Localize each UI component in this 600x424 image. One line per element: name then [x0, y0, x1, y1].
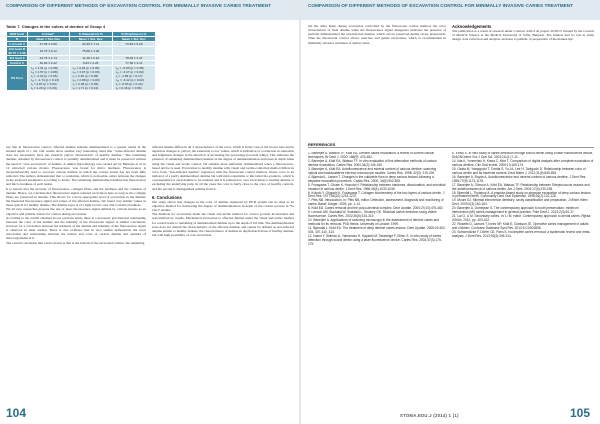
reference-item: 5. Fusayama T, Okuse K, Hosoda H. Relationship between hardness, discoloration, and microbial invasion in carious dentin. J Dent Res. 1966;45(4):1033-1046. — [308, 182, 446, 191]
row-label: 1-st level 0 — [7, 42, 28, 47]
reference-item: 23. Schwendicke F, Dörfer CE, Paris S. Incomplete caries removal: a systematic review and meta-analysis. J Dent Res. 2013;92(4):306-314. — [452, 230, 591, 239]
running-header-right: COMPARISON OF DIFFERENT METHODS OF EXCAVATION CONTROL FOR MINIMALLY INVASIVE CARIES TREATMENT — [300, 0, 600, 20]
table-cell: 40.00 ± 4.22 — [27, 61, 69, 66]
ps-hue-cell: t₁₂ = 1.91 (p = 0.08) t₁₃ = 1.57 (p = 0.08) t₁ = -2.33 (p = 0.05) t₂₃ = -1.74 (p = 0.13) t₂ = 2.87 (p = 0.03) t₃ = 1.23 (p = 0.34) — [27, 66, 69, 91]
ps-bright-cell: t₁₂ = -0.93 (p = 0.38) t₁₃ = -3.17 (p = 0.02) t₁ = -1.56 (p = 0.17) t₂₃ = -3.12 (p = 0.02) t₂ = -0.83 (p = 0.43) t₃ = 0.46 (p = 0.66) — [112, 66, 155, 91]
table-cell: 11.38 ± 6.19 — [69, 56, 112, 61]
table-cell: 37.38 ± 3.60 — [27, 42, 69, 47]
paragraph: The methods for excavation under the visual and tactile method for control provide inconsistent and non-satisfactory results. Mechanical excavation to affected dentine under the visual and tactile method for control leads to remaining of demineralized dentine up to the depth of 0.6 mm. The demineralization zone does not disturb the characteristics of the affected dentine, and cannot be defined as non-infected dentine similar to healthy dentine, the characteristics of dentine in depth match those of healthy dentine, but with high possibility of over excavation. — [152, 212, 294, 237]
references-left — [308, 152, 446, 406]
table-cell: 77.50 ± 4.11 — [112, 61, 155, 66]
running-header-left: COMPARISON OF DIFFERENT METHODS OF EXCAVATION CONTROL FOR MINIMALLY INVASIVE CARIES TREATMENT — [0, 0, 300, 20]
paragraph: It is known that the increase of fluorescence, collagen fibers and the hardness and the cohesion of dentine. Hence, we conclude that fluorescence signal-oriented excavation lasts as long as the collagen fibers are preserved in dentine. This allows for a more appropriate level of excavation in the dentine, the measured fluorescence signal and values of the affected dentine. We found very similar values as those typical for healthy dentine. The dentine layer is of a light brown color and a relative hardness. — [6, 186, 146, 208]
reference-item: 8. Kidd EA. Caries removal and the pulpo-dentinal complex. Dent Update. 2000;27(10):476-482. — [308, 206, 444, 211]
table-head-cell: N — [7, 37, 28, 42]
table-title: Table 7. Changes in the colors of dentine of Group 4 — [6, 24, 106, 29]
reference-item: 1. Banerjee A, Watson TF, Kidd EA. Dentine caries excavation: a review of current clinical techniques. Br Dent J. 2000; 188(9): 476-482. — [308, 152, 434, 159]
right-page-column-1 — [308, 24, 446, 134]
reference-item: 18. Bjørndal L, Thylstrup A. A practice-based study on stepwise excavation of deep carious lesions in permanent teeth. Community Dent Oral Epidemiol. 1998;26(2):122-128. — [452, 190, 591, 199]
reference-item: 10. Banerjee A. Applications of scanning microscopy in the assessment of dentine caries and methods for its removal. PhD thesis, University of London; 1999. — [308, 218, 439, 227]
reference-item: 9. Lennon AM, Buchalla W, Switalski L, Stookey GK. Residual caries detection using visible fluorescence. Caries Res. 2002;36(5):315-319. — [308, 210, 437, 219]
right-page-column-2 — [452, 24, 594, 134]
reference-item: 14. Iida K, Yonemitsu H, Kawa C, Mori T. Comparison of digital analysis after complete excavation of carious dentine. Clin Oral Invest. 2009;13:169-174. — [452, 158, 594, 167]
table-cell: 78.00 ± 3.47 — [112, 56, 155, 61]
reference-item: 17. Banerjee A, Gilmour A, Kidd EA, Watson TF. Relationship between Streptococcus mutans and the autofluorescence of carious dentin. Am J Dent. 2004;17(4):233-236. — [452, 182, 590, 191]
paragraph: According to the results obtained in our previous study, there is a necessary gravitational relationship between the color of the dentine and the intensity of the fluorescent signal. A similar conclusion, however for a correlation between the hardness of the dentine and intensity of the fluorescence signal is observed in other studies. There is also evidence that in vivo studies demonstrate the close association and relationship between the texture and color of carious dentine and quantity of microorganisms in it. — [6, 215, 146, 241]
table-row — [7, 47, 156, 56]
table-head-cell: HCR level — [7, 32, 28, 37]
references-title: REFERENCES — [308, 142, 594, 148]
reference-item: 6. Kuboki Y, Ohgushi K, Fusayama T. Collagen biochemistry of the two layers of carious dentin. J Dent Res. 1977;56(10):1233-1237. — [308, 190, 445, 199]
table-cell: 75.88 ± 4.26 — [69, 47, 112, 56]
table-head-cell: S (Saturation) % — [69, 32, 112, 37]
reference-item: 22. Ricketts D, Lamont T, Innes NP, Kidd E, Clarkson JE. Operative caries management in adults and children. Cochrane Database Syst Rev. 2013;3:CD003808. — [452, 222, 589, 231]
reference-item: 2. Banerjee A, Kidd EA, Watson TF. In vitro evaluation of five alternative methods of carious dentine excavation. Caries Res. 2000;34(2):144-150. — [308, 158, 437, 167]
reference-item: 3. Banerjee A, Kidd EA. Autofluorescence and mineral content of carious dentine: scanning optical and backscattered electron microscopic studies. Caries Res. 1998; 32(3): 219-226. — [308, 166, 437, 175]
left-column-text — [6, 145, 146, 407]
table-cell: 6.63 ± 2.26 — [69, 61, 112, 66]
paragraph: On the other hand, during excavation controlled by the fluorescent control method, the color characteristic of final dentine when the fluorescence signal disappears indicates the presence of partially demineralized but non-infected dentine, which can be preserved during cavity preparation. Thus the fluorescent control allows selective and gentle excavation, which is recommended in minimally invasive treatment of dental caries. — [308, 24, 446, 45]
reference-item: 19. Mount GJ. Minimal intervention dentistry: cavity classification and preparation. J Minim Interv Dent. 2009;2(3):150-164. — [452, 198, 588, 207]
paragraph: The overall conclusion that can be drawn is that at the bottom of the excavated cavities, the remaining — [6, 240, 145, 245]
references-header — [308, 142, 594, 150]
section-heading: Acknowledgements — [452, 24, 492, 29]
references-right — [452, 152, 594, 406]
reference-item: E. Ebisu S. In vitro study of caries detection through sound dentin using a laser fluorescence device, DIAGNOdent. Eur J Oral Sci. 2003;111(1):7-11. — [452, 152, 594, 159]
table-head-cell: Mean ± Std. Dev — [112, 37, 155, 42]
right-column-text — [152, 145, 294, 407]
reference-item: 7. Pitts NB. Introduction. In: Pitts NB, editor. Detection, assessment, diagnosis and monitoring of caries. Basel: Karger; 2009. pp. 1-14. — [308, 198, 444, 207]
table-cell — [112, 47, 155, 56]
paragraph: The publication is a result of research under Contract 4/2011 & project 20/2013, funded by the Council of Medical Science at the Medical University of Sofia, Bulgaria. The funders had no role in study design, data collection and analysis, decision to publish, or preparation of the manuscript. — [452, 29, 594, 42]
section-heading: 6. Conclusions — [152, 194, 182, 200]
reference-item: 20. Banerjee A, Doméjean S. The contemporary approach to tooth preservation: minimum intervention (MI) caries management in general practice. Prim Dent J. 2013;2(3):30-37. — [452, 206, 579, 215]
page-number-right: 105 — [570, 406, 591, 420]
reference-item: 21. Lai G, Li M. Secondary caries. In: Li M, editor. Contemporary approach to dental caries. Rijeka: InTech; 2012. pp. 403-422. — [452, 214, 592, 223]
table-head-cell: H (Hue)* — [27, 32, 69, 37]
row-label: Control 0 — [7, 61, 28, 66]
reference-item: 15. Ozata M, Yamaguchi T, Tomita S, Yu JA, Lee H, Taniguchi D. Relationship between color of carious dentin and its bacterial content. Dent Mater J. 2012;31(5):845-853. — [452, 166, 586, 175]
table-cell: 23.30 ± 7.11 — [69, 42, 112, 47]
page-gutter — [299, 0, 301, 424]
table-head-cell: Mean ± Std. Dev — [27, 37, 69, 42]
table-head-cell: B (Brightness) % — [112, 32, 155, 37]
table-cell: 15.75 ± 8.12 — [27, 47, 69, 56]
reference-item: 16. Banerjee A, Boyde A. Autofluorescence and mineral content of carious dentine. J Dent Res. 1998;77(5):1173-1178. — [452, 174, 587, 183]
row-label: 3rd level 0 — [7, 56, 28, 61]
table-head-cell: Mean ± Std. Dev — [69, 37, 112, 42]
table-row-ps — [7, 66, 156, 91]
reference-item: 12. Iwami Y, Shimizu A, Yamamoto H, Hayashi M, Takeshige F, Ebisu S. In vitro study of caries detection through sound dentin using a laser fluorescence device. Caries Res. 2003;37(3):175-179. — [308, 234, 442, 246]
paragraph: say that in fluorescence control, affected dentine remains demineralized to a greater extent in the studied depth of 1 cm. Our results show another very interesting trend that "caries-affected dentine does not necessarily have the classical yellow characteristic of healthy dentine." The remaining dentine, obtained by fluorescence control is partially demineralized and it must be preserved without the need of "over excavation" of dentine. A similar microbiology was carried out by Banerjee et al. in 12 extracted carious molars. Fluorescence was found for micro hardness. Fluorescence is characteristically used to excavate carious dentine in which the carious lesion has not been fully removed. The authors demonstrated that a correlation, which is noticeable, exists between the changes in the analyzed parameters according to levels. The remaining demineralized dentine has fluorescence and micro hardness of each lesion. — [6, 145, 146, 187]
ps-sat-cell: t₁₂ = 0.93 (p = 0.00) t₁₃ = 3.07 (p = 0.03) t₁ = 2.46 (p = 0.05) t₂₃ = 2.88 (p = 0.03) t₂ = 2.38 (p = 0.05) t₃ = 1.71 (p = 0.12) — [69, 66, 112, 91]
journal-footer: STOMA.EDU.J (2014) 1 (1) — [400, 413, 459, 418]
table-cell: 24.75 ± 4.74 — [27, 56, 69, 61]
paragraph: Our study shows that changes in the color of dentine registered by HCR system can be used as an objective method for monitoring the degree of demineralization in depth of the carious process in *in vitro* studies. — [152, 199, 294, 213]
table-cell: 73.63 ± 5.29 — [112, 42, 155, 47]
row-label: 2nd level R 36.75 ± 3.69 — [8, 47, 26, 55]
reference-item: 4. Bjørndal L, Larsen T. Changes in the cultivable flora in deep carious lesions following a stepwise excavation procedure. Caries Res. 2000; 34(6):502-508. — [308, 174, 434, 183]
reference-item: 11. Bjørndal L. Kidd EA. The treatment of deep dentine caries lesions. Dent Update. 2005;32:402-404, 407-410, 413. — [308, 226, 446, 235]
page-number-left: 104 — [6, 406, 27, 420]
color-table — [6, 31, 156, 91]
paragraph: We all new researches propose the use of laser fluorescence signal emitted by carious lesions as an objective and reliable criteria for control during excavation. — [6, 207, 146, 216]
row-label: PS Post — [7, 66, 28, 91]
paragraph: affected dentine differs in all 3 characteristics of the color, which is in the case of the brown tone and in depth has changes to yellow, the saturation to low values, which is indicative of a reduction in saturation and brightness changes in the direction of increasing the percentage (towards white). This indicates the presence of remaining demineralized dentine as the degree of demineralization decreases in depth when using the visual and tactile control, but remains more uniformly demineralized when a fluorescence-based device is used. Excavation to healthy dentine with visual and tactile-controlled method differs in color from "non-infected dentine" registered with the fluorescent control method, whose color is an indicator of a partly demineralized dentine but with microorganisms or microbial bio-products, which is a prerequisite for each dentine to be retained and it is preferred to over excavating to healthy dentine or excluding the underlying pulp. In all the cases the color is fairly close to the color of healthy controls, and the second is distinguished reliably from it. — [152, 145, 294, 191]
